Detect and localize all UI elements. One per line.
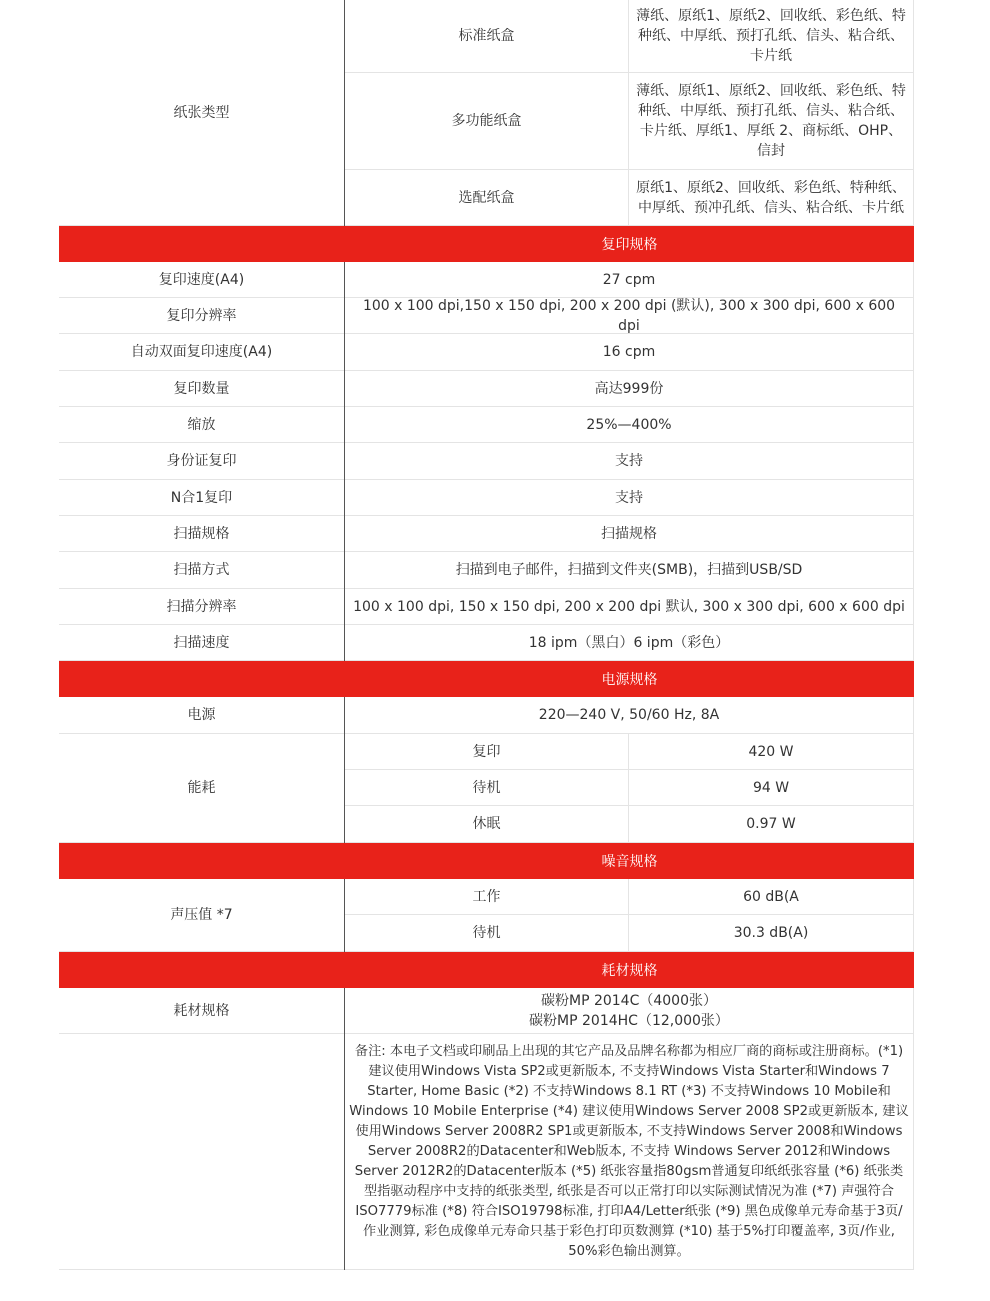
spec-label: 电源 — [59, 697, 345, 734]
tray-paper-types: 原纸1、原纸2、回收纸、彩色纸、特种纸、中厚纸、预冲孔纸、信头、粘合纸、卡片纸 — [629, 170, 914, 226]
column-divider — [344, 988, 345, 1270]
column-divider — [344, 0, 345, 226]
spec-value: 支持 — [345, 443, 914, 480]
spec-label: 复印数量 — [59, 371, 345, 407]
mode-label: 复印 — [345, 734, 629, 770]
section-title: 电源规格 — [601, 672, 658, 688]
spec-value: 18 ipm（黑白）6 ipm（彩色） — [345, 625, 914, 661]
section-header-supplies — [59, 952, 914, 988]
spec-label: 自动双面复印速度(A4) — [59, 334, 345, 371]
mode-value: 420 W — [629, 734, 914, 770]
spec-value: 25%—400% — [345, 407, 914, 443]
mode-value: 30.3 dB(A) — [629, 915, 914, 952]
note-blank — [59, 1034, 345, 1270]
column-divider — [344, 697, 345, 843]
spec-value: 100 x 100 dpi,150 x 150 dpi, 200 x 200 dpi (默认), 300 x 300 dpi, 600 x 600 dpi — [345, 298, 914, 334]
tray-name: 选配纸盒 — [345, 170, 629, 226]
spec-value: 支持 — [345, 480, 914, 516]
spec-label: 缩放 — [59, 407, 345, 443]
spec-table — [59, 0, 914, 1270]
spec-value: 扫描规格 — [345, 516, 914, 552]
toner-line: 碳粉MP 2014HC（12,000张） — [529, 1012, 729, 1029]
spec-label: 耗材规格 — [59, 988, 345, 1034]
section-header-copy — [59, 226, 914, 262]
spec-value — [345, 988, 914, 1034]
tray-paper-types: 薄纸、原纸1、原纸2、回收纸、彩色纸、特种纸、中厚纸、预打孔纸、信头、粘合纸、卡片纸 — [629, 0, 914, 73]
mode-label: 待机 — [345, 770, 629, 806]
spec-value: 高达999份 — [345, 371, 914, 407]
column-divider — [344, 262, 345, 661]
tray-paper-types: 薄纸、原纸1、原纸2、回收纸、彩色纸、特种纸、中厚纸、预打孔纸、信头、粘合纸、卡片纸、厚纸1、厚纸 2、商标纸、OHP、信封 — [629, 73, 914, 170]
spec-label: 扫描分辨率 — [59, 589, 345, 625]
spec-label: 身份证复印 — [59, 443, 345, 480]
section-title: 噪音规格 — [601, 854, 658, 870]
spec-value: 220—240 V, 50/60 Hz, 8A — [345, 697, 914, 734]
mode-value: 0.97 W — [629, 806, 914, 843]
spec-label: 声压值 *7 — [59, 879, 345, 952]
column-divider — [344, 879, 345, 952]
spec-value: 16 cpm — [345, 334, 914, 371]
spec-label: 复印分辨率 — [59, 298, 345, 334]
mode-label: 休眠 — [345, 806, 629, 843]
mode-label: 工作 — [345, 879, 629, 915]
section-header-noise — [59, 843, 914, 879]
section-header-power — [59, 661, 914, 697]
spec-value: 27 cpm — [345, 262, 914, 298]
paper-type-label: 纸张类型 — [59, 0, 345, 226]
tray-name: 多功能纸盒 — [345, 73, 629, 170]
spec-label: 能耗 — [59, 734, 345, 843]
section-title: 耗材规格 — [601, 963, 658, 979]
section-title: 复印规格 — [601, 237, 658, 253]
footnote-text: 备注: 本电子文档或印刷品上出现的其它产品及品牌名称都为相应厂商的商标或注册商标。(*1) 建议使用Windows Vista SP2或更新版本, 不支持Windows Vista Starter和Windows 7 Starter, Home Basic (*2) 不支持Windows 8.1 RT (*3) 不支持Windows 10 Mobile和Windows 10 Mobile Enterprise (*4) 建议使用Windows Server 2008 SP2或更新版本, 建议使用Windows Server 2008R2 SP1或更新版本, 不支持Windows Server 2008和Windows Server 2008R2的Datacenter和Web版本, 不支持 Windows Server 2012和Windows Server 2012R2的Datacenter版本 (*5) 纸张容量指80gsm普通复印纸纸张容量 (*6) 纸张类型指驱动程序中支持的纸张类型, 纸张是否可以正常打印以实际测试情况为准 (*7) 声强符合ISO7779标准 (*8) 符合ISO19798标准, 打印A4/Letter纸张 (*9) 黑色成像单元寿命基于3页/作业测算, 彩色成像单元寿命只基于彩色打印页数测算 (*10) 基于5%打印覆盖率, 3页/作业, 50%彩色输出测算。 — [345, 1034, 914, 1270]
spec-label: N合1复印 — [59, 480, 345, 516]
mode-label: 待机 — [345, 915, 629, 952]
spec-label: 复印速度(A4) — [59, 262, 345, 298]
tray-name: 标准纸盒 — [345, 0, 629, 73]
toner-line: 碳粉MP 2014C（4000张） — [540, 992, 717, 1009]
spec-value: 100 x 100 dpi, 150 x 150 dpi, 200 x 200 dpi 默认, 300 x 300 dpi, 600 x 600 dpi — [345, 589, 914, 625]
spec-value: 扫描到电子邮件，扫描到文件夹(SMB)，扫描到USB/SD — [345, 552, 914, 589]
spec-label: 扫描规格 — [59, 516, 345, 552]
spec-label: 扫描方式 — [59, 552, 345, 589]
mode-value: 94 W — [629, 770, 914, 806]
mode-value: 60 dB(A — [629, 879, 914, 915]
spec-label: 扫描速度 — [59, 625, 345, 661]
